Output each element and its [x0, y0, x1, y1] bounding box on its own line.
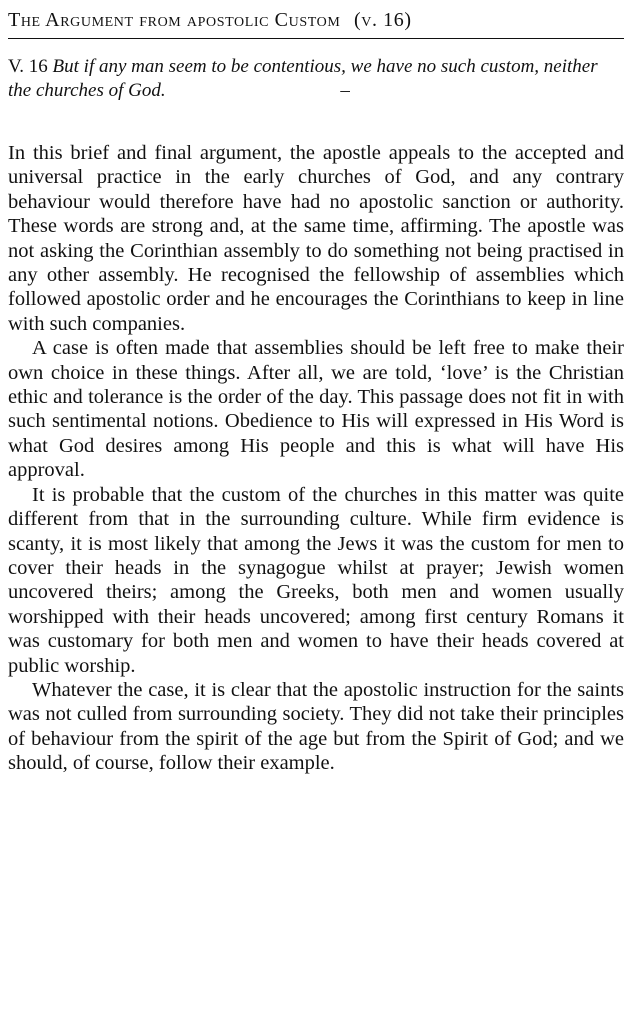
verse-ref: V. 16	[8, 56, 48, 77]
book-page	[8, 6, 624, 776]
verse-mark: –	[340, 80, 350, 101]
paragraph-2: A case is often made that assemblies should be left free to make their own choice in these things. After all, we are told, ‘love’ is the Christian ethic and tolerance is the order of the day. This passage does not fit in with such sentimental notions. Obedience to His will expressed in His Word is what God desires among His people and this is what will have His approval.	[8, 337, 624, 482]
paragraph-4: Whatever the case, it is clear that the apostolic instruction for the saints was not culled from surrounding society. They did not take their principles of behaviour from the spirit of the age but from the Spirit of God; and we should, of course, follow their example.	[8, 678, 624, 775]
commentary-body	[8, 141, 624, 776]
running-verse-ref: (v. 16)	[353, 9, 412, 31]
verse-text: But if any man seem to be contentious, we have no such custom, neither the churches of God.	[8, 56, 598, 101]
paragraph-1: In this brief and final argument, the apostle appeals to the accepted and universal practice in the early churches of God, and any contrary behaviour would therefore have had no apostolic sanction or authority. These words are strong and, at the same time, affirming. The apostle was not asking the Corinthian assembly to do something not being practised in any other assembly. He recognised the fellowship of assemblies which followed apostolic order and he encourages the Corinthians to keep in line with such companies.	[8, 142, 624, 335]
running-title: The Argument from apostolic Custom	[8, 9, 341, 31]
paragraph-3: It is probable that the custom of the churches in this matter was quite different from that in the surrounding culture. While firm evidence is scanty, it is most likely that among the Jews it was the custom for men to cover their heads in the synagogue whilst at prayer; Jewish women uncovered theirs; among the Greeks, both men and women usually worshipped with their heads uncovered; among first century Romans it was customary for both men and women to have their heads covered at public worship.	[8, 483, 624, 677]
header-rule	[8, 38, 624, 39]
verse-quotation	[8, 55, 624, 103]
running-head	[8, 6, 624, 34]
